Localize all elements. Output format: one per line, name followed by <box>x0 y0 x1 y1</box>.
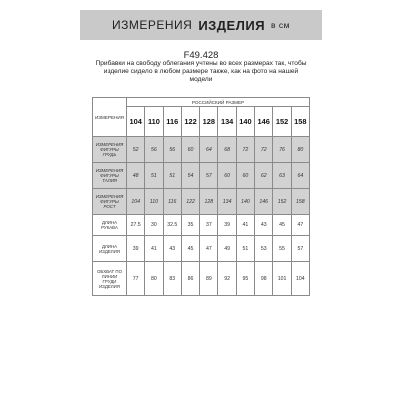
table-cell: 51 <box>236 236 254 262</box>
table-cell: 41 <box>145 236 163 262</box>
size-122: 122 <box>181 107 199 137</box>
table-cell: 89 <box>200 262 218 296</box>
table-cell: 104 <box>127 189 145 215</box>
row-label-line: ИЗДЕЛИЯ <box>99 248 120 254</box>
table-cell: 122 <box>181 189 199 215</box>
table-cell: 101 <box>273 262 291 296</box>
row-label-line: ДЛИНА <box>101 220 118 225</box>
fit-note-line: изделие сидело в любом размере также, как на фото на нашей <box>103 68 299 76</box>
table-row <box>93 215 310 236</box>
size-110: 110 <box>145 107 163 137</box>
table-cell: 43 <box>255 215 273 236</box>
table-row <box>93 262 310 296</box>
table-cell: 27.5 <box>127 215 145 236</box>
row-label <box>93 262 127 296</box>
table-cell: 92 <box>218 262 236 296</box>
table-cell: 77 <box>127 262 145 296</box>
row-label <box>93 163 127 189</box>
row-label <box>93 137 127 163</box>
table-cell: 47 <box>291 215 309 236</box>
table-cell: 80 <box>291 137 309 163</box>
table-cell: 104 <box>291 262 309 296</box>
header-title-measurements: ИЗМЕРЕНИЯ <box>111 18 193 32</box>
table-cell: 64 <box>291 163 309 189</box>
table-cell: 158 <box>291 189 309 215</box>
row-label-line: РУКАВА <box>101 225 118 230</box>
table-cell: 83 <box>163 262 181 296</box>
table-cell: 76 <box>273 137 291 163</box>
table-cell: 52 <box>127 137 145 163</box>
table-cell: 56 <box>163 137 181 163</box>
row-label <box>93 215 127 236</box>
row-label <box>93 189 127 215</box>
table-cell: 116 <box>163 189 181 215</box>
table-cell: 56 <box>145 137 163 163</box>
table-cell: 60 <box>181 137 199 163</box>
table-cell: 48 <box>127 163 145 189</box>
table-cell: 51 <box>163 163 181 189</box>
article-code: F49.428 <box>183 50 219 61</box>
table-cell: 30 <box>145 215 163 236</box>
table-row <box>93 137 310 163</box>
row-label-line: ФИГУРЫ <box>100 199 119 204</box>
table-cell: 39 <box>218 215 236 236</box>
table-cell: 152 <box>273 189 291 215</box>
table-cell: 54 <box>181 163 199 189</box>
russian-size-header: РОССИЙСКИЙ РАЗМЕР <box>127 98 310 107</box>
table-cell: 146 <box>255 189 273 215</box>
table-cell: 57 <box>200 163 218 189</box>
size-146: 146 <box>255 107 273 137</box>
table-cell: 63 <box>273 163 291 189</box>
fit-note <box>90 60 312 85</box>
size-104: 104 <box>127 107 145 137</box>
table-cell: 72 <box>255 137 273 163</box>
size-116: 116 <box>163 107 181 137</box>
table-cell: 53 <box>255 236 273 262</box>
table-row <box>93 236 310 262</box>
table-cell: 95 <box>236 262 254 296</box>
table-cell: 140 <box>236 189 254 215</box>
fit-note-line: модели <box>189 76 213 84</box>
size-152: 152 <box>273 107 291 137</box>
table-cell: 128 <box>200 189 218 215</box>
table-cell: 72 <box>236 137 254 163</box>
header-unit: в см <box>271 20 291 30</box>
table-cell: 32.5 <box>163 215 181 236</box>
table-row <box>93 189 310 215</box>
table-cell: 49 <box>218 236 236 262</box>
corner-label: ИЗМЕРЕНИЯ <box>93 98 127 137</box>
table-cell: 62 <box>255 163 273 189</box>
row-label-line: ДЛИНА <box>101 243 118 249</box>
size-chart-sheet <box>68 0 334 400</box>
table-cell: 39 <box>127 236 145 262</box>
table-cell: 45 <box>181 236 199 262</box>
table-cell: 64 <box>200 137 218 163</box>
size-134: 134 <box>218 107 236 137</box>
size-128: 128 <box>200 107 218 137</box>
row-label-line: ГРУДЬ <box>102 152 117 157</box>
row-label-line: ФИГУРЫ <box>100 173 119 178</box>
header-title-product: ИЗДЕЛИЯ <box>198 17 266 33</box>
table-cell: 80 <box>145 262 163 296</box>
table-header-row <box>93 98 310 107</box>
size-140: 140 <box>236 107 254 137</box>
row-label-line: ГРУДИ <box>102 278 117 284</box>
row-label <box>93 236 127 262</box>
table-cell: 43 <box>163 236 181 262</box>
row-label-line: ИЗМЕРЕНИЯ <box>95 168 124 173</box>
size-158: 158 <box>291 107 309 137</box>
table-cell: 86 <box>181 262 199 296</box>
table-cell: 47 <box>200 236 218 262</box>
table-cell: 41 <box>236 215 254 236</box>
table-cell: 55 <box>273 236 291 262</box>
header-banner <box>80 10 322 40</box>
row-label-line: ОБХВАТ ПО <box>97 268 122 274</box>
row-label-line: РОСТ <box>103 204 116 209</box>
row-label-line: ИЗМЕРЕНИЯ <box>95 142 124 147</box>
table-cell: 134 <box>218 189 236 215</box>
table-cell: 60 <box>218 163 236 189</box>
row-label-line: ФИГУРЫ <box>100 147 119 152</box>
table-cell: 110 <box>145 189 163 215</box>
row-label-line: ТАЛИЯ <box>102 178 117 183</box>
table-cell: 68 <box>218 137 236 163</box>
row-label-line: ЛИНИИ <box>101 273 118 279</box>
row-label-line: ИЗМЕРЕНИЯ <box>95 194 124 199</box>
size-table <box>92 97 310 296</box>
table-cell: 57 <box>291 236 309 262</box>
table-cell: 35 <box>181 215 199 236</box>
table-cell: 37 <box>200 215 218 236</box>
table-cell: 98 <box>255 262 273 296</box>
row-label-line: ИЗДЕЛИЯ <box>99 283 120 289</box>
fit-note-line: Прибавки на свободу облегания учтены во всех размерах так, чтобы <box>95 60 307 67</box>
table-row <box>93 163 310 189</box>
table-cell: 45 <box>273 215 291 236</box>
table-cell: 51 <box>145 163 163 189</box>
table-cell: 60 <box>236 163 254 189</box>
